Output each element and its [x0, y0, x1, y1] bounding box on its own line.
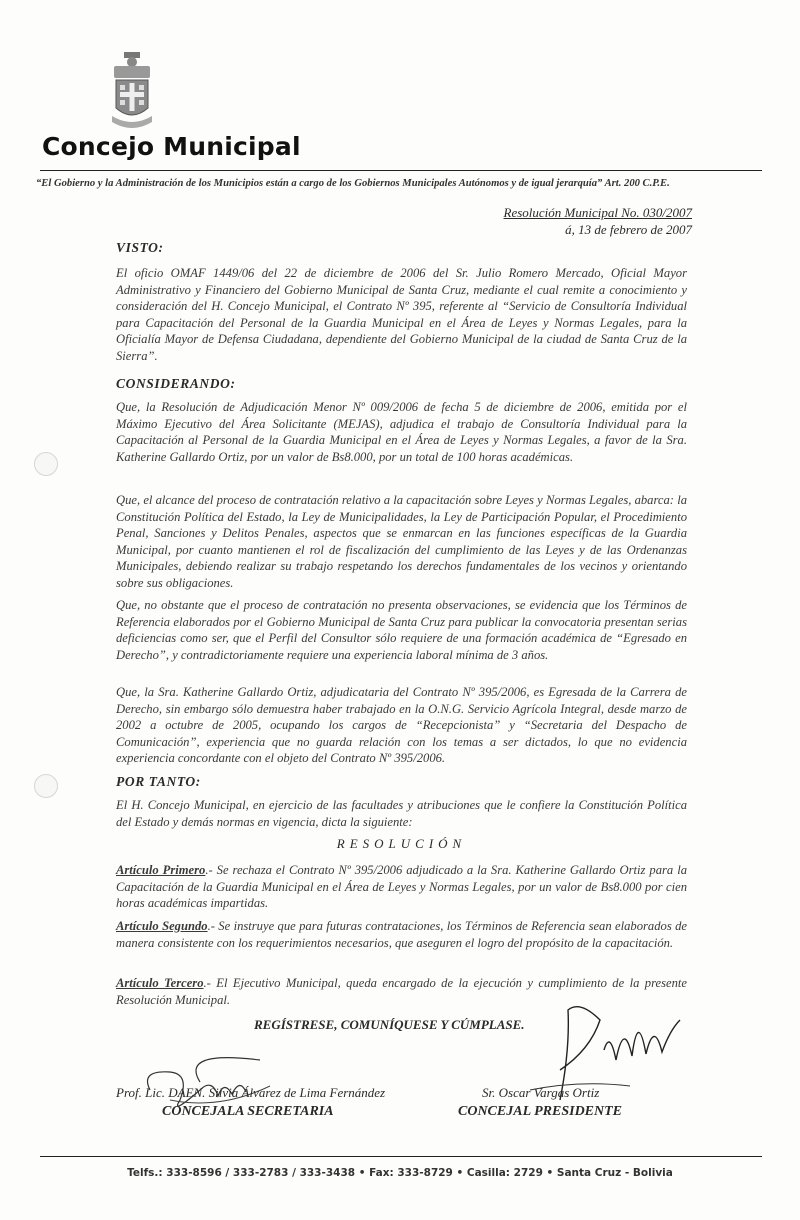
- considerando-paragraph-4: Que, la Sra. Katherine Gallardo Ortiz, adjudicataria del Contrato Nº 395/2006, es Egresada de la Carrera de Derecho, sin embargo sólo demuestra haber trabajado en la O.N.G. Servicio Agrícola Integral, desde marzo de 2002 a octubre de 2005, ocupando los cargos de “Recepcionista” y “Secretaria del Despacho de Comunicación”, experiencia que no guarda relación con los temas a ser dictados, lo que no evidencia experiencia concordante con el objeto del Contrato Nº 395/2006.: [116, 685, 687, 766]
- right-signatory-title: CONCEJAL PRESIDENTE: [458, 1104, 623, 1119]
- considerando-heading: CONSIDERANDO:: [116, 376, 236, 391]
- resolution-number: Resolución Municipal No. 030/2007: [503, 205, 692, 220]
- header-divider: [40, 170, 762, 171]
- municipal-crest-icon: [110, 50, 154, 134]
- por-tanto-heading: POR TANTO:: [116, 774, 201, 789]
- punch-hole: [34, 774, 58, 798]
- resolution-date: á, 13 de febrero de 2007: [565, 222, 692, 237]
- article-1: [116, 862, 687, 912]
- punch-hole: [34, 452, 58, 476]
- por-tanto-text: El H. Concejo Municipal, en ejercicio de las facultades y atribuciones que le confiere la Constitución Política del Estado y demás normas en vigencia, dicta la siguiente:: [116, 798, 687, 829]
- visto-heading: VISTO:: [116, 240, 164, 255]
- article-2-label: Artículo Segundo: [116, 919, 208, 933]
- visto-text: El oficio OMAF 1449/06 del 22 de diciembre de 2006 del Sr. Julio Romero Mercado, Oficial Mayor Administrativo y Financiero del Gobierno Municipal de Santa Cruz, mediante el cual remite a conocimiento y consideración del H. Concejo Municipal, el Contrato Nº 395, referente al “Servicio de Consultoría Individual para Capacitación del Personal de la Guardia Municipal en el Área de Leyes y Normas Legales, para la Oficialía Mayor de Defensa Ciudadana, dependiente del Gobierno Municipal de la ciudad de Santa Cruz de la Sierra”.: [116, 266, 687, 363]
- left-signatory-name: Prof. Lic. DAEN. Silvia Álvarez de Lima Fernández: [116, 1085, 386, 1100]
- article-3-label: Artículo Tercero: [116, 976, 204, 990]
- article-1-text: .- Se rechaza el Contrato Nº 395/2006 adjudicado a la Sra. Katherine Gallardo Ortiz para la Capacitación de la Guardia Municipal en el Área de Leyes y Normas Legales, por un valor de Bs8.000 por cien horas académicas impartidas.: [116, 863, 687, 911]
- considerando-paragraph-2: Que, el alcance del proceso de contratación relativo a la capacitación sobre Leyes y Normas Legales, abarca: la Constitución Política del Estado, la Ley de Municipalidades, la Ley de Participación Popular, el Procedimiento Penal, Sanciones y Delitos Penales, aspectos que se enmarcan en las funciones específicas de la Guardia Municipal, por cuanto mantienen el rol de fiscalización del cumplimiento de las Leyes y de las Ordenanzas Municipales, debiendo realizar su trabajo respetando los derechos fundamentales de los vecinos y orientando sobre sus obligaciones.: [116, 493, 687, 590]
- considerando-paragraph-3: Que, no obstante que el proceso de contratación no presenta observaciones, se evidencia que los Términos de Referencia elaborados por el Gobierno Municipal de Santa Cruz para publicar la convocatoria presentan serias deficiencias como ser, que el Perfil del Consultor sólo requiere de una formación académica de “Egresado en Derecho”, y contradictoriamente requiere una experiencia laboral mínima de 3 años.: [116, 598, 687, 662]
- footer-contact: Telfs.: 333-8596 / 333-2783 / 333-3438 • Fax: 333-8729 • Casilla: 2729 • Santa Cruz - Bolivia: [127, 1167, 673, 1179]
- article-1-label: Artículo Primero: [116, 863, 206, 877]
- header-motto: “El Gobierno y la Administración de los Municipios están a cargo de los Gobiernos Municipales Autónomos y de igual jerarquía” Art. 200 C.P.E.: [36, 178, 670, 189]
- article-2-text: .- Se instruye que para futuras contrataciones, los Términos de Referencia sean elaborados de manera consistente con los requerimientos necesarios, que aseguren el logro del propósito de la capacitación.: [116, 919, 687, 950]
- footer-divider: [40, 1156, 762, 1157]
- article-3-text: .- El Ejecutivo Municipal, queda encargado de la ejecución y cumplimiento de la presente Resolución Municipal.: [116, 976, 687, 1007]
- closing-formula: REGÍSTRESE, COMUNÍQUESE Y CÚMPLASE.: [254, 1017, 525, 1032]
- resolution-block: [504, 204, 692, 238]
- left-signatory-title: CONCEJALA SECRETARIA: [162, 1104, 334, 1119]
- right-signatory-name: Sr. Oscar Vargas Ortiz: [482, 1085, 600, 1100]
- organization-title: Concejo Municipal: [42, 132, 301, 161]
- article-2: [116, 918, 687, 951]
- resolucion-title: RESOLUCIÓN: [336, 836, 467, 851]
- considerando-paragraph-1: Que, la Resolución de Adjudicación Menor Nº 009/2006 de fecha 5 de diciembre de 2006, emitida por el Máximo Ejecutivo del Área Solicitante (MEJAS), adjudica el trabajo de Consultoría Individual para la Capacitación al Personal de la Guardia Municipal en el Área de Leyes y Normas Legales, a favor de la Sra. Katherine Gallardo Ortiz, por un valor de Bs8.000, por un total de 100 horas académicas.: [116, 400, 687, 464]
